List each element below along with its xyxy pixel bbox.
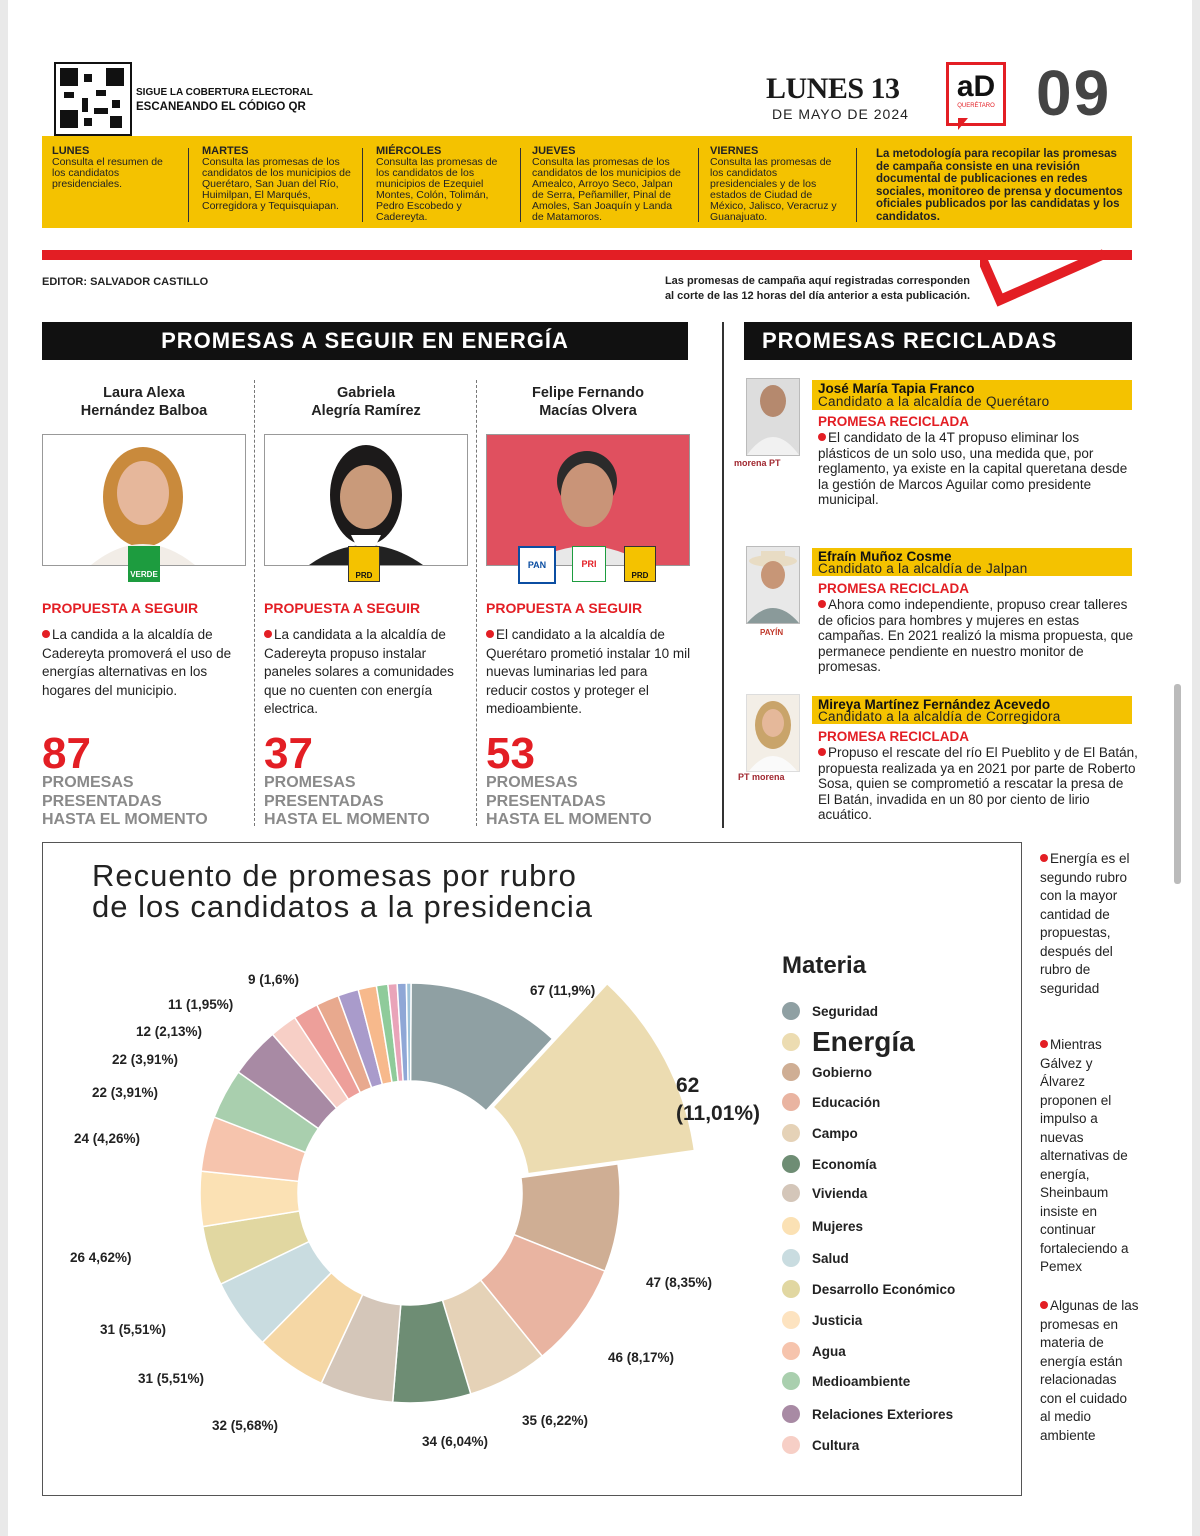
slice-label: 26 4,62%) <box>70 1250 132 1265</box>
recycled-subtitle: Candidato a la alcaldía de Jalpan <box>818 561 1028 576</box>
legend-item <box>782 1436 859 1454</box>
recycled-label: PROMESA RECICLADA <box>818 729 970 744</box>
donut-chart <box>150 950 750 1470</box>
cutoff-note: Las promesas de campaña aquí registradas corresponden al corte de las 12 horas del día anterior a esta publicación. <box>664 275 970 302</box>
slice-label: 22 (3,91%) <box>92 1085 159 1100</box>
candidate-name: Felipe Fernando Macías Olvera <box>532 385 644 419</box>
schedule-viernes: VIERNES Consulta las promesas de los candidatos presidenciales y de los estados de Ciudad de México, Jalisco, Veracruz y Guanajuato. <box>710 145 837 223</box>
donut-slice <box>493 984 694 1174</box>
bullet-icon <box>486 630 494 638</box>
divider <box>698 148 699 222</box>
recycled-name: Mireya Martínez Fernández Acevedo <box>818 697 1051 712</box>
slice-label: 46 (8,17%) <box>608 1350 675 1365</box>
recycled-section-header: PROMESAS RECICLADAS <box>744 322 1132 360</box>
slice-label: 47 (8,35%) <box>646 1275 713 1290</box>
legend-label: Justicia <box>812 1312 863 1328</box>
legend-swatch <box>782 1280 800 1298</box>
legend-swatch <box>782 1184 800 1202</box>
legend-swatch <box>782 1124 800 1142</box>
party-badge-pri: PRI <box>572 546 606 582</box>
slice-label: 11 (1,95%) <box>168 997 234 1012</box>
legend-item <box>782 1155 877 1173</box>
legend-item <box>782 1405 953 1423</box>
red-chevron <box>980 240 1110 310</box>
date-main: LUNES 13 <box>766 72 900 105</box>
divider <box>520 148 521 222</box>
bullet-icon <box>264 630 272 638</box>
legend-swatch <box>782 1033 800 1051</box>
slice-label: 9 (1,6%) <box>248 972 300 987</box>
legend-item <box>782 1342 846 1360</box>
schedule-jueves: JUEVES Consulta las promesas de los candidatos de los municipios de Amealco, Arroyo Seco, Jalpan de Serra, Peñamiller, Pinal de Amoles, San Joaquín y Landa de Matamoros. <box>532 145 681 223</box>
legend-label: Energía <box>812 1026 915 1057</box>
proposal-label: PROPUESTA A SEGUIR <box>264 600 421 616</box>
legend-swatch <box>782 1002 800 1020</box>
legend-item <box>782 1184 867 1202</box>
divider <box>362 148 363 222</box>
recycled-subtitle: Candidato a la alcaldía de Corregidora <box>818 709 1061 724</box>
party-logos: morena PT <box>734 458 781 468</box>
editor-credit: EDITOR: SALVADOR CASTILLO <box>42 276 209 288</box>
legend-swatch <box>782 1093 800 1111</box>
legend-label: Mujeres <box>812 1218 864 1234</box>
legend-item <box>782 1026 915 1058</box>
qr-code[interactable] <box>54 62 132 136</box>
party-badge-verde: VERDE <box>128 546 160 582</box>
legend-swatch <box>782 1342 800 1360</box>
recycled-subtitle: Candidato a la alcaldía de Querétaro <box>818 394 1050 409</box>
divider <box>856 148 857 222</box>
party-badge-pan: PAN <box>518 546 556 584</box>
legend-label: Cultura <box>812 1437 860 1453</box>
legend-swatch <box>782 1372 800 1390</box>
promise-count-caption: PROMESAS PRESENTADAS HASTA EL MOMENTO <box>264 774 430 828</box>
qr-line-1: SIGUE LA COBERTURA ELECTORAL <box>136 87 313 98</box>
legend-item <box>782 1372 910 1390</box>
side-note: Algunas de las promesas en materia de energía están relacionadas con el cuidado al medio ambiente <box>1040 1298 1139 1443</box>
promise-count: 37 <box>264 729 313 778</box>
party-badge-prd: PRD <box>348 546 380 582</box>
legend-label: Medioambiente <box>812 1373 911 1389</box>
recycled-text: Propuso el rescate del río El Pueblito y de El Batán, propuesta realizada ya en 2021 por parte de Roberto Sosa, quien se comprometió a rescatar la presa de El Batán, invadida en un 80 por ciento de lirio acuático. <box>818 745 1138 822</box>
candidate-photo <box>746 378 800 456</box>
legend-swatch <box>782 1311 800 1329</box>
bullet-icon <box>818 600 826 608</box>
legend-label: Gobierno <box>812 1064 872 1080</box>
page-number: 09 <box>1036 57 1112 129</box>
legend-item <box>782 1311 862 1329</box>
section-divider <box>722 322 724 828</box>
qr-line-2: ESCANEANDO EL CÓDIGO QR <box>136 101 306 113</box>
proposal-text: La candida a la alcaldía de Cadereyta promoverá el uso de energías alternativas en los hogares del municipio. <box>42 627 232 698</box>
logo-tail <box>958 118 968 130</box>
legend-label: Seguridad <box>812 1003 879 1019</box>
recycled-label: PROMESA RECICLADA <box>818 581 970 596</box>
legend-swatch <box>782 1436 800 1454</box>
schedule-lunes: LUNES Consulta el resumen de los candidatos presidenciales. <box>52 145 163 190</box>
promise-count-caption: PROMESAS PRESENTADAS HASTA EL MOMENTO <box>42 774 208 828</box>
bullet-icon <box>818 748 826 756</box>
legend-label: Desarrollo Económico <box>812 1281 956 1297</box>
legend-swatch <box>782 1405 800 1423</box>
legend-item <box>782 1249 849 1267</box>
legend-label: Relaciones Exteriores <box>812 1406 954 1422</box>
bullet-icon <box>1040 1040 1048 1048</box>
bullet-icon <box>818 433 826 441</box>
slice-label: 24 (4,26%) <box>74 1131 141 1146</box>
candidate-name: Laura Alexa Hernández Balboa <box>80 385 208 419</box>
promise-count: 87 <box>42 729 91 778</box>
legend-swatch <box>782 1217 800 1235</box>
legend-item <box>782 1063 872 1081</box>
recycled-text: El candidato de la 4T propuso eliminar los plásticos de un solo uso, una medida que, por reglamento, ya existe en la capital queretana desde la gestión de Marcos Aguilar como presidente municipal. <box>818 430 1128 507</box>
slice-label: 34 (6,04%) <box>422 1434 489 1449</box>
slice-label: 32 (5,68%) <box>212 1418 279 1433</box>
party-logos: PT morena <box>738 772 785 782</box>
schedule-martes: MARTES Consulta las promesas de los candidatos de los municipios de Querétaro, San Juan del Río, Huimilpan, El Marqués, Corregidora y Tequisquiapan. <box>202 145 351 212</box>
legend-swatch <box>782 1063 800 1081</box>
legend-label: Salud <box>812 1250 849 1266</box>
candidate-name: Gabriela Alegría Ramírez <box>311 385 421 419</box>
ad-logo <box>946 62 1006 126</box>
candidate-photo <box>746 546 800 624</box>
promise-count-caption: PROMESAS PRESENTADAS HASTA EL MOMENTO <box>486 774 652 828</box>
slice-label: 22 (3,91%) <box>112 1052 179 1067</box>
date-sub: DE MAYO DE 2024 <box>772 106 909 122</box>
party-badge-prd: PRD <box>624 546 656 582</box>
legend-item <box>782 1002 878 1020</box>
slice-label: 67 (11,9%) <box>530 983 596 998</box>
red-rule <box>42 250 1132 260</box>
logo-text: aD <box>956 70 996 103</box>
legend-label: Agua <box>812 1343 846 1359</box>
legend-item <box>782 1280 955 1298</box>
candidate-photo <box>746 694 800 772</box>
slice-label: 35 (6,22%) <box>522 1413 589 1428</box>
legend-label: Campo <box>812 1125 858 1141</box>
side-note: Mientras Gálvez y Álvarez proponen el impulso a nuevas alternativas de energía, Sheinbaum insiste en continuar fortaleciendo a Pemex <box>1040 1037 1129 1274</box>
slice-label: 31 (5,51%) <box>138 1371 205 1386</box>
slice-label: (11,01%) <box>676 1102 761 1125</box>
legend-item <box>782 1124 858 1142</box>
legend-swatch <box>782 1155 800 1173</box>
recycled-label: PROMESA RECICLADA <box>818 414 970 429</box>
slice-label: 12 (2,13%) <box>136 1024 203 1039</box>
qr-caption <box>136 86 313 114</box>
proposal-label: PROPUESTA A SEGUIR <box>486 600 643 616</box>
bullet-icon <box>1040 1301 1048 1309</box>
legend-item <box>782 1217 863 1235</box>
legend-label: Vivienda <box>812 1185 868 1201</box>
donut-slice <box>406 983 411 1081</box>
column-divider <box>476 380 477 826</box>
recycled-name: Efraín Muñoz Cosme <box>818 549 952 564</box>
legend-label: Educación <box>812 1094 881 1110</box>
proposal-label: PROPUESTA A SEGUIR <box>42 600 199 616</box>
legend-item <box>782 1093 880 1111</box>
column-divider <box>254 380 255 826</box>
recycled-name: José María Tapia Franco <box>818 381 975 396</box>
slice-label: 62 <box>676 1074 700 1097</box>
logo-sub: QUERÉTARO <box>957 103 995 109</box>
legend-label: Economía <box>812 1156 877 1172</box>
slice-label: 31 (5,51%) <box>100 1322 167 1337</box>
chart-title: Recuento de promesas por rubro de los candidatos a la presidencia <box>92 858 594 924</box>
side-note: Energía es el segundo rubro con la mayor cantidad de propuestas, después del rubro de seguridad <box>1040 851 1130 996</box>
legend-swatch <box>782 1249 800 1267</box>
bullet-icon <box>1040 854 1048 862</box>
party-logos: PAYÍN <box>760 628 784 637</box>
scrollbar-thumb[interactable] <box>1174 684 1181 884</box>
divider <box>188 148 189 222</box>
schedule-miercoles: MIÉRCOLES Consulta las promesas de los candidatos de los municipios de Ezequiel Montes, Colón, Tolimán, Pedro Escobedo y Cadereyta. <box>376 145 498 223</box>
proposal-text: La candidata a la alcaldía de Cadereyta propuso instalar paneles solares a comunidades que no cuenten con energía electrica. <box>264 627 454 716</box>
energy-section-header: PROMESAS A SEGUIR EN ENERGÍA <box>42 322 688 360</box>
methodology-text: La metodología para recopilar las promesas de campaña consiste en una revisión documental de publicaciones en redes sociales, monitoreo de prensa y documentos oficiales publicados por las candidatas y los candidatos. <box>876 148 1123 223</box>
legend-title: Materia <box>782 952 867 979</box>
recycled-text: Ahora como independiente, propuso crear talleres de oficios para hombres y mujeres en estas campañas. En 2021 realizó la misma propuesta, que permanece pendiente en nuestro monitor de promesas. <box>818 597 1134 674</box>
proposal-text: El candidato a la alcaldía de Querétaro prometió instalar 10 mil nuevas luminarias led para reducir costos y proteger el medioambiente. <box>486 627 691 716</box>
bullet-icon <box>42 630 50 638</box>
promise-count: 53 <box>486 729 535 778</box>
